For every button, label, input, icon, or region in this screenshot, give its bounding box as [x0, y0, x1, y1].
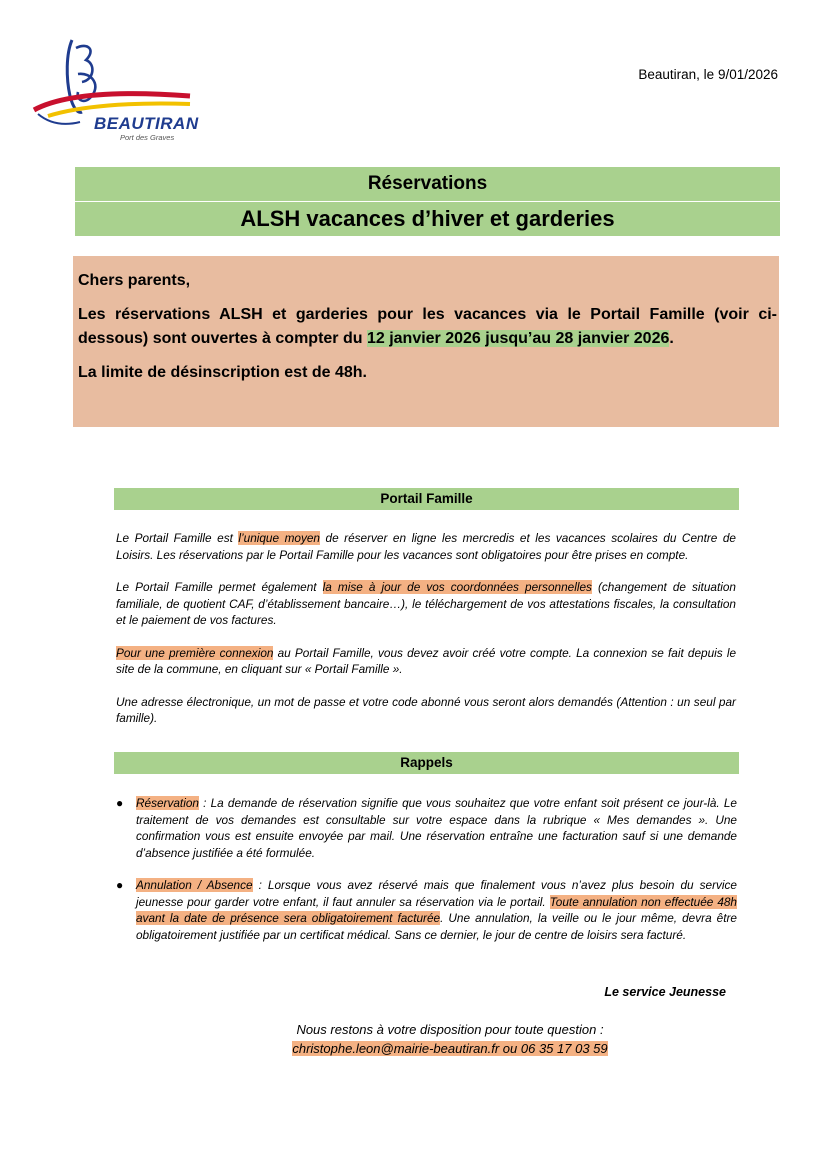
intro-paragraph — [78, 303, 777, 351]
section-heading-rappels: Rappels — [114, 752, 739, 774]
intro-box — [73, 256, 779, 427]
highlight: Pour une première connexion — [116, 645, 274, 660]
section-heading-portail: Portail Famille — [114, 488, 739, 510]
intro-text: Les réservations ALSH et garderies pour les vacances via le Portail Famille (voir ci-dessous) sont ouvertes à compter du — [78, 306, 777, 347]
list-item — [116, 795, 737, 861]
text: de réserver en ligne les mercredis et les vacances scolaires du Centre de Loisirs. Les réservations par le Portail Famille pour les vacances sont obligatoires pour être prises en compte. — [116, 531, 736, 562]
contact-block — [200, 1020, 700, 1058]
text: : La demande de réservation signifie que vous souhaitez que votre enfant soit présent ce jour-là. Le traitement de vos demandes est consultable sur votre espace dans la rubrique « Mes demandes ». Une confirmation vous est ensuite envoyée par mail. Une réservation entraîne une facturation sauf si une demande d’absence justifiée a été formulée. — [136, 796, 737, 860]
highlight: Réservation — [136, 796, 199, 810]
contact-details[interactable]: christophe.leon@mairie-beautiran.fr ou 06 35 17 03 59 — [292, 1041, 608, 1056]
portail-section — [116, 530, 736, 743]
title-reservations: Réservations — [75, 167, 780, 201]
portail-paragraph-3 — [116, 645, 736, 678]
text: . Une annulation, la veille ou le jour même, devra être obligatoirement justifiée par un certificat médical. Sans ce dernier, le jour de centre de loisirs sera facturé. — [136, 911, 737, 942]
bullet-icon: ● — [116, 878, 124, 892]
greeting: Chers parents, — [78, 272, 191, 289]
logo-text: BEAUTIRAN — [94, 114, 199, 133]
text: (changement de situation familiale, de quotient CAF, d’établissement bancaire…), le téléchargement de vos attestations fiscales, la consultation et le paiement de vos factures. — [116, 580, 736, 627]
highlight: Toute annulation non effectuée 48h avant la date de présence sera obligatoirement facturée — [136, 894, 737, 925]
bullet-icon: ● — [116, 796, 124, 810]
desinscription-limit: La limite de désinscription est de 48h. — [78, 364, 367, 381]
list-item — [116, 877, 737, 943]
text: Le Portail Famille permet également — [116, 580, 323, 594]
rappels-list — [116, 795, 737, 959]
date-range-highlight: 12 janvier 2026 jusqu’au 28 janvier 2026 — [366, 330, 670, 347]
signature: Le service Jeunesse — [604, 985, 726, 999]
contact-line: Nous restons à votre disposition pour toute question : — [296, 1022, 604, 1037]
highlight: Annulation / Absence — [136, 878, 253, 892]
portail-paragraph-4: Une adresse électronique, un mot de passe et votre code abonné vous seront alors demandés (Attention : un seul par famille). — [116, 694, 736, 725]
title-alsh: ALSH vacances d’hiver et garderies — [75, 202, 780, 236]
beautiran-logo — [30, 34, 200, 146]
document-date: Beautiran, le 9/01/2026 — [638, 67, 778, 82]
intro-end: . — [669, 330, 674, 347]
text: au Portail Famille, vous devez avoir créé votre compte. La connexion se fait depuis le site de la commune, en cliquant sur « Portail Famille ». — [116, 645, 737, 676]
highlight: l’unique moyen — [238, 531, 320, 545]
logo-subtext: Port des Graves — [120, 133, 175, 142]
text: : Lorsque vous avez réservé mais que finalement vous n’avez plus besoin du service jeunesse pour garder votre enfant, il faut annuler sa réservation via le portail. — [136, 878, 737, 909]
portail-paragraph-2 — [116, 579, 736, 629]
text: Le Portail Famille est — [116, 531, 239, 545]
highlight: la mise à jour de vos coordonnées personnelles — [322, 580, 592, 594]
portail-paragraph-1 — [116, 530, 736, 563]
